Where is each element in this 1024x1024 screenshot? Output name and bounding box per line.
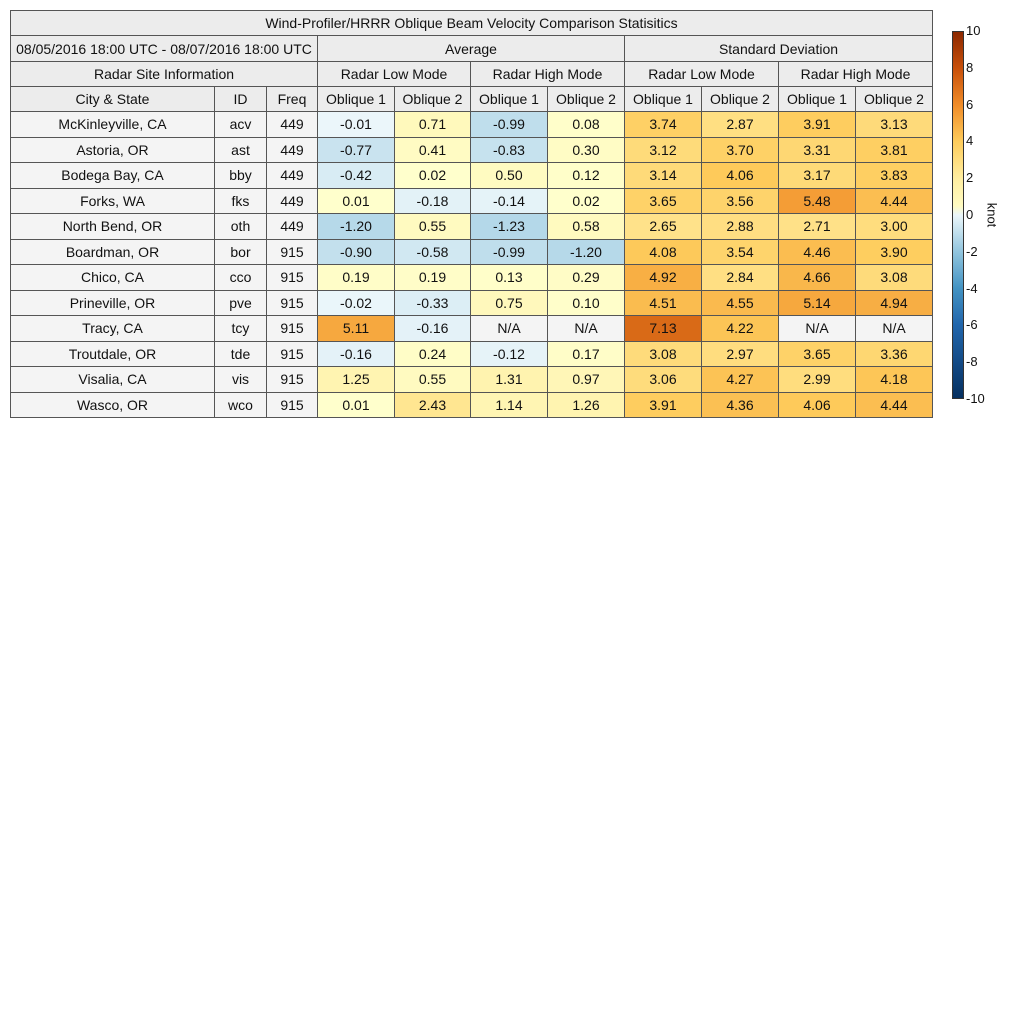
city-cell: Astoria, OR <box>11 137 215 163</box>
value-cell: 2.65 <box>625 214 702 240</box>
table-row <box>11 137 933 163</box>
value-cell: 0.12 <box>548 163 625 189</box>
value-cell: 4.44 <box>856 392 933 418</box>
column-header: Freq <box>267 87 318 112</box>
value-cell: 3.36 <box>856 341 933 367</box>
column-header: Oblique 1 <box>318 87 395 112</box>
value-cell: N/A <box>856 316 933 342</box>
value-cell: 4.06 <box>702 163 779 189</box>
table-row <box>11 265 933 291</box>
city-cell: North Bend, OR <box>11 214 215 240</box>
colorbar-tick-label: -8 <box>966 354 978 370</box>
freq-cell: 915 <box>267 265 318 291</box>
table-row <box>11 290 933 316</box>
value-cell: 3.91 <box>625 392 702 418</box>
value-cell: 0.30 <box>548 137 625 163</box>
value-cell: 0.01 <box>318 188 395 214</box>
value-cell: 2.99 <box>779 367 856 393</box>
table-row <box>11 341 933 367</box>
column-header: City & State <box>11 87 215 112</box>
table-body <box>11 112 933 418</box>
value-cell: 0.02 <box>395 163 471 189</box>
city-cell: Forks, WA <box>11 188 215 214</box>
value-cell: 4.94 <box>856 290 933 316</box>
value-cell: 4.55 <box>702 290 779 316</box>
value-cell: 0.55 <box>395 214 471 240</box>
value-cell: 3.54 <box>702 239 779 265</box>
value-cell: -0.83 <box>471 137 548 163</box>
column-header: Oblique 2 <box>856 87 933 112</box>
mode-header: Radar Low Mode <box>625 62 779 87</box>
site-id-cell: vis <box>215 367 267 393</box>
value-cell: -1.20 <box>548 239 625 265</box>
value-cell: 3.06 <box>625 367 702 393</box>
value-cell: -0.01 <box>318 112 395 138</box>
site-id-cell: wco <box>215 392 267 418</box>
site-id-cell: oth <box>215 214 267 240</box>
freq-cell: 449 <box>267 112 318 138</box>
value-cell: 0.19 <box>318 265 395 291</box>
city-cell: Visalia, CA <box>11 367 215 393</box>
value-cell: -0.90 <box>318 239 395 265</box>
value-cell: 0.97 <box>548 367 625 393</box>
freq-cell: 915 <box>267 341 318 367</box>
colorbar-tick-label: -10 <box>966 391 985 406</box>
value-cell: 0.01 <box>318 392 395 418</box>
value-cell: -0.77 <box>318 137 395 163</box>
value-cell: 3.74 <box>625 112 702 138</box>
value-cell: -0.16 <box>318 341 395 367</box>
table-row <box>11 188 933 214</box>
colorbar-tick-label: -2 <box>966 243 978 259</box>
value-cell: N/A <box>779 316 856 342</box>
city-cell: Prineville, OR <box>11 290 215 316</box>
value-cell: 3.83 <box>856 163 933 189</box>
colorbar-tick-label: 8 <box>966 59 974 75</box>
value-cell: 0.24 <box>395 341 471 367</box>
value-cell: -0.14 <box>471 188 548 214</box>
table-row <box>11 214 933 240</box>
value-cell: 1.31 <box>471 367 548 393</box>
site-id-cell: pve <box>215 290 267 316</box>
site-id-cell: acv <box>215 112 267 138</box>
value-cell: 0.50 <box>471 163 548 189</box>
value-cell: 3.00 <box>856 214 933 240</box>
value-cell: 2.88 <box>702 214 779 240</box>
freq-cell: 449 <box>267 137 318 163</box>
site-id-cell: bor <box>215 239 267 265</box>
value-cell: -0.18 <box>395 188 471 214</box>
average-header: Average <box>318 36 625 62</box>
colorbar-tick-label: 4 <box>966 133 974 149</box>
value-cell: 0.17 <box>548 341 625 367</box>
value-cell: 4.08 <box>625 239 702 265</box>
value-cell: 0.58 <box>548 214 625 240</box>
site-id-cell: tde <box>215 341 267 367</box>
freq-cell: 915 <box>267 239 318 265</box>
value-cell: 0.55 <box>395 367 471 393</box>
value-cell: 0.75 <box>471 290 548 316</box>
value-cell: 4.22 <box>702 316 779 342</box>
date-range: 08/05/2016 18:00 UTC - 08/07/2016 18:00 UTC <box>11 36 318 62</box>
value-cell: 4.66 <box>779 265 856 291</box>
value-cell: 0.41 <box>395 137 471 163</box>
value-cell: 1.14 <box>471 392 548 418</box>
value-cell: 3.91 <box>779 112 856 138</box>
value-cell: 4.18 <box>856 367 933 393</box>
value-cell: -1.20 <box>318 214 395 240</box>
value-cell: 2.43 <box>395 392 471 418</box>
value-cell: 4.51 <box>625 290 702 316</box>
city-cell: Tracy, CA <box>11 316 215 342</box>
colorbar-tick-label: 2 <box>966 170 974 186</box>
colorbar-tick-label: -6 <box>966 317 978 333</box>
value-cell: 2.87 <box>702 112 779 138</box>
value-cell: -0.58 <box>395 239 471 265</box>
value-cell: 5.14 <box>779 290 856 316</box>
freq-cell: 915 <box>267 316 318 342</box>
column-header: ID <box>215 87 267 112</box>
value-cell: -0.42 <box>318 163 395 189</box>
value-cell: 4.46 <box>779 239 856 265</box>
value-cell: 0.71 <box>395 112 471 138</box>
mode-header: Radar High Mode <box>471 62 625 87</box>
city-cell: McKinleyville, CA <box>11 112 215 138</box>
city-cell: Bodega Bay, CA <box>11 163 215 189</box>
colorbar-unit-label: knot <box>984 202 1000 228</box>
city-cell: Troutdale, OR <box>11 341 215 367</box>
value-cell: 2.84 <box>702 265 779 291</box>
colorbar-tick-label: 0 <box>966 207 974 222</box>
value-cell: 0.29 <box>548 265 625 291</box>
value-cell: -0.99 <box>471 239 548 265</box>
city-cell: Wasco, OR <box>11 392 215 418</box>
freq-cell: 915 <box>267 367 318 393</box>
city-cell: Boardman, OR <box>11 239 215 265</box>
colorbar <box>952 31 964 399</box>
colorbar-tick-label: -4 <box>966 280 978 296</box>
table-row <box>11 316 933 342</box>
value-cell: N/A <box>548 316 625 342</box>
value-cell: 4.27 <box>702 367 779 393</box>
value-cell: 3.17 <box>779 163 856 189</box>
value-cell: 4.06 <box>779 392 856 418</box>
freq-cell: 449 <box>267 214 318 240</box>
value-cell: -0.33 <box>395 290 471 316</box>
site-id-cell: bby <box>215 163 267 189</box>
value-cell: 3.65 <box>625 188 702 214</box>
value-cell: N/A <box>471 316 548 342</box>
value-cell: 0.19 <box>395 265 471 291</box>
site-id-cell: ast <box>215 137 267 163</box>
value-cell: 3.08 <box>856 265 933 291</box>
colorbar-tick-label: 10 <box>966 23 981 38</box>
value-cell: 0.13 <box>471 265 548 291</box>
freq-cell: 915 <box>267 392 318 418</box>
table-row <box>11 112 933 138</box>
freq-cell: 915 <box>267 290 318 316</box>
column-header: Oblique 1 <box>471 87 548 112</box>
freq-cell: 449 <box>267 163 318 189</box>
site-id-cell: tcy <box>215 316 267 342</box>
city-cell: Chico, CA <box>11 265 215 291</box>
value-cell: 1.26 <box>548 392 625 418</box>
value-cell: 3.14 <box>625 163 702 189</box>
column-header: Oblique 2 <box>702 87 779 112</box>
value-cell: 3.65 <box>779 341 856 367</box>
value-cell: -1.23 <box>471 214 548 240</box>
value-cell: -0.12 <box>471 341 548 367</box>
value-cell: 3.31 <box>779 137 856 163</box>
column-header: Oblique 2 <box>395 87 471 112</box>
value-cell: 1.25 <box>318 367 395 393</box>
site-info-header: Radar Site Information <box>11 62 318 87</box>
column-header: Oblique 2 <box>548 87 625 112</box>
value-cell: 0.08 <box>548 112 625 138</box>
value-cell: -0.16 <box>395 316 471 342</box>
value-cell: 3.12 <box>625 137 702 163</box>
freq-cell: 449 <box>267 188 318 214</box>
value-cell: 2.71 <box>779 214 856 240</box>
column-header: Oblique 1 <box>625 87 702 112</box>
statistics-table <box>10 10 933 418</box>
value-cell: 3.13 <box>856 112 933 138</box>
value-cell: 4.44 <box>856 188 933 214</box>
value-cell: 3.70 <box>702 137 779 163</box>
value-cell: 4.36 <box>702 392 779 418</box>
mode-header: Radar High Mode <box>779 62 933 87</box>
table-row <box>11 367 933 393</box>
value-cell: 0.10 <box>548 290 625 316</box>
site-id-cell: cco <box>215 265 267 291</box>
value-cell: -0.99 <box>471 112 548 138</box>
table-title: Wind-Profiler/HRRR Oblique Beam Velocity Comparison Statisitics <box>11 11 933 36</box>
colorbar-tick-label: 6 <box>966 96 974 112</box>
value-cell: -0.02 <box>318 290 395 316</box>
table-row <box>11 163 933 189</box>
value-cell: 5.48 <box>779 188 856 214</box>
column-header: Oblique 1 <box>779 87 856 112</box>
value-cell: 3.81 <box>856 137 933 163</box>
value-cell: 4.92 <box>625 265 702 291</box>
value-cell: 0.02 <box>548 188 625 214</box>
std-dev-header: Standard Deviation <box>625 36 933 62</box>
value-cell: 3.56 <box>702 188 779 214</box>
value-cell: 3.90 <box>856 239 933 265</box>
value-cell: 2.97 <box>702 341 779 367</box>
table-row <box>11 392 933 418</box>
table-row <box>11 239 933 265</box>
value-cell: 5.11 <box>318 316 395 342</box>
mode-header: Radar Low Mode <box>318 62 471 87</box>
value-cell: 7.13 <box>625 316 702 342</box>
value-cell: 3.08 <box>625 341 702 367</box>
site-id-cell: fks <box>215 188 267 214</box>
